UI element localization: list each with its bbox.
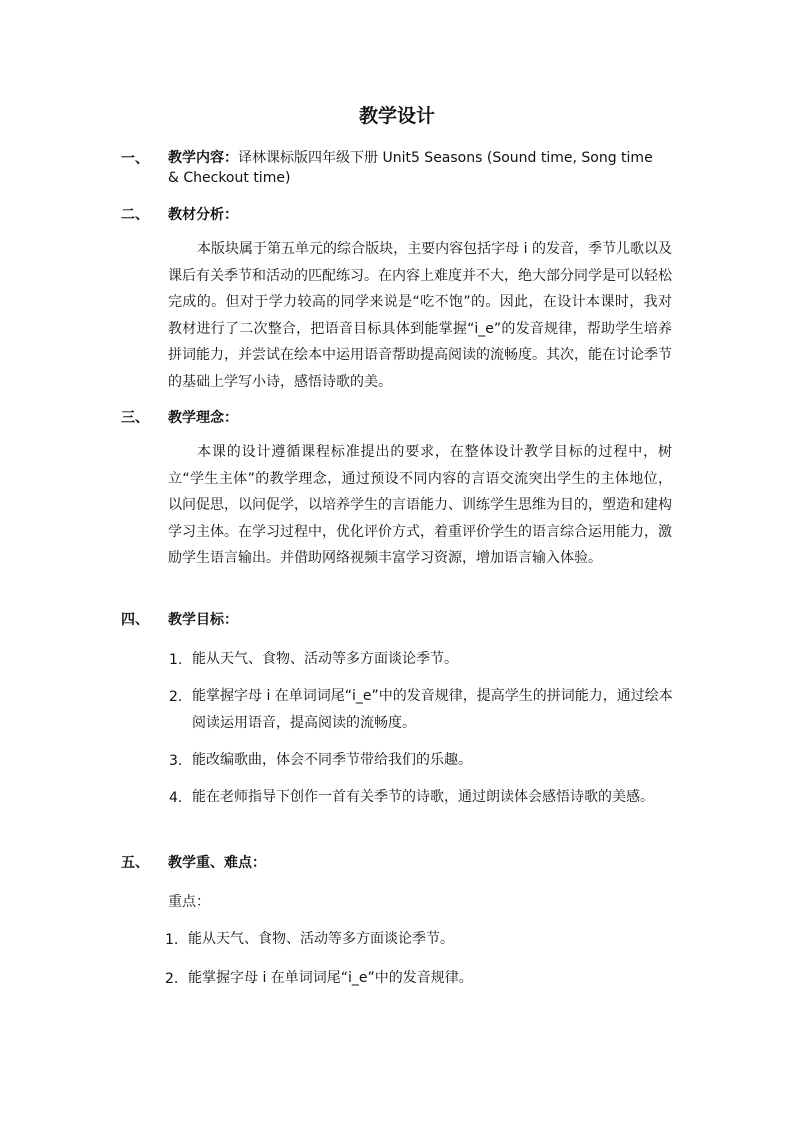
section-2-paragraph: 本版块属于第五单元的综合版块，主要内容包括字母 i 的发音，季节儿歌以及课后有关季节和活动的匹配练习。在内容上难度并不大，绝大部分同学是可以轻松完成的。但对于学力较高的同学来说是“吃不饱”的。因此，在设计本课时，我对教材进行了二次整合，把语音目标具体到能掌握“i_e”的发音规律，帮助学生培养拼词能力，并尝试在绘本中运用语音帮助提高阅读的流畅度。其次，能在讨论季节的基础上学写小诗，感悟诗歌的美。	[168, 241, 672, 390]
objective-2-number: 2.	[169, 689, 183, 705]
section-4-label: 教学目标：	[168, 612, 238, 628]
section-5-heading	[168, 853, 668, 873]
section-3-label: 教学理念：	[168, 410, 238, 426]
objective-3-number: 3.	[169, 753, 183, 769]
objective-1-text: 能从天气、食物、活动等多方面谈论季节。	[192, 651, 458, 667]
section-4-heading	[168, 610, 668, 630]
key-point-2-text: 能掌握字母 i 在单词词尾“i_e”中的发音规律。	[188, 970, 473, 986]
section-3-heading	[168, 408, 668, 428]
section-1-label: 教学内容：	[168, 150, 238, 166]
objective-4-number: 4.	[169, 790, 183, 806]
key-point-2-number: 2.	[165, 971, 179, 987]
section-2-number: 二、	[121, 207, 149, 223]
section-1-number: 一、	[121, 151, 149, 167]
key-points-label: 重点：	[168, 894, 210, 910]
key-point-1-number: 1.	[165, 932, 179, 948]
objective-4-text: 能在老师指导下创作一首有关季节的诗歌，通过朗读体会感悟诗歌的美感。	[192, 789, 654, 805]
section-1-content	[168, 148, 668, 188]
section-2-heading	[168, 205, 668, 225]
section-3-number: 三、	[121, 410, 149, 426]
section-1-text: 译林课标版四年级下册 Unit5 Seasons (Sound time, Song time & Checkout time)	[168, 150, 653, 186]
section-5-number: 五、	[121, 855, 149, 871]
section-4-number: 四、	[121, 612, 149, 628]
section-5-label: 教学重、难点：	[168, 855, 266, 871]
section-3-paragraph: 本课的设计遵循课程标准提出的要求，在整体设计教学目标的过程中，树立“学生主体”的教学理念，通过预设不同内容的言语交流突出学生的主体地位，以问促思，以问促学，以培养学生的言语能力、训练学生思维为目的，塑造和建构学习主体。在学习过程中，优化评价方式，着重评价学生的语言综合运用能力，激励学生语言输出。并借助网络视频丰富学习资源，增加语言输入体验。	[168, 444, 672, 566]
objective-3-text: 能改编歌曲，体会不同季节带给我们的乐趣。	[192, 752, 472, 768]
key-point-1-text: 能从天气、食物、活动等多方面谈论季节。	[188, 931, 454, 947]
objective-2-text: 能掌握字母 i 在单词词尾“i_e”中的发音规律，提高学生的拼词能力，通过绘本阅读运用语音，提高阅读的流畅度。	[192, 688, 673, 731]
objective-1-number: 1.	[169, 652, 183, 668]
section-2-label: 教材分析：	[168, 207, 238, 223]
page-title: 教学设计	[358, 105, 435, 127]
